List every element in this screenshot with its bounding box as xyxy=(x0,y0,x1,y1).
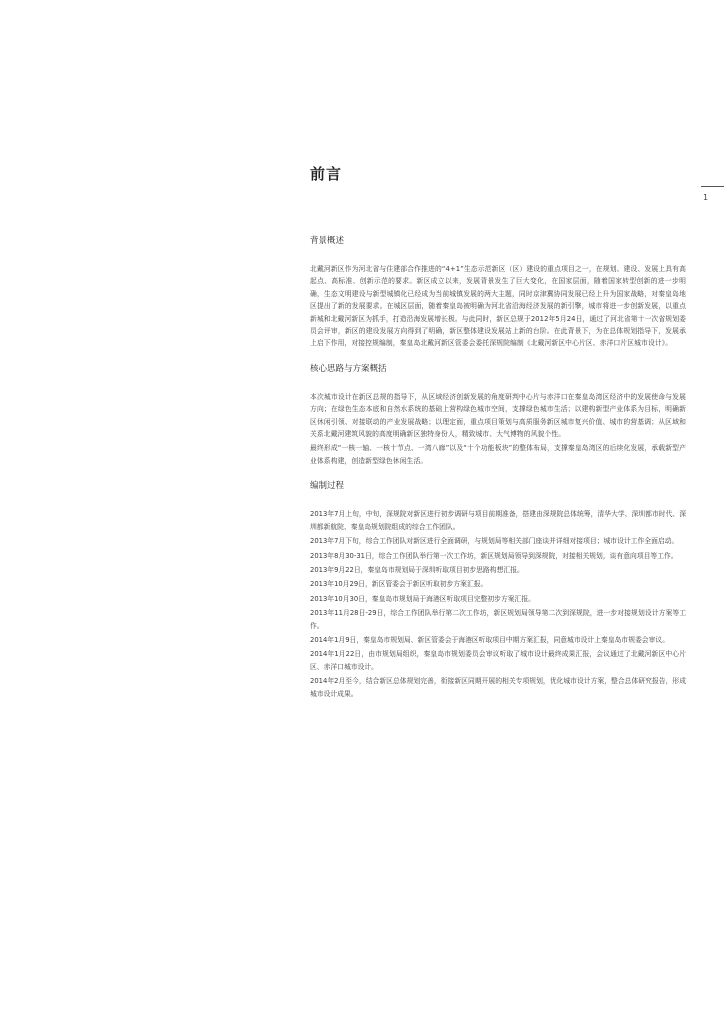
section-core-ideas xyxy=(310,364,686,467)
process-item: 2013年9月22日，秦皇岛市规划局于深圳听取项目初步思路构想汇报。 xyxy=(310,565,524,574)
process-item: 2013年8月30-31日，综合工作团队举行第一次工作坊，新区规划局领导到深规院，对接相关规划，谈有意向项目等工作。 xyxy=(310,551,678,560)
page-number-rule xyxy=(701,186,724,187)
paragraph: 北戴河新区作为河北省与住建部合作推进的“4+1”生态示范新区（区）建设的重点项目之一，在规划、建设、发展上具有高起点、高标准、创新示范的要求。新区成立以来，发展背景发生了巨大变化，在国家层面，随着国家转型创新的进一步明确，生态文明建设与新型城镇化已经成为当前城镇发展的两大主题，同时京津冀协同发展已经上升为国家战略，对秦皇岛地区提出了新的发展要求。在城区层面，随着秦皇岛被明确为河北省沿海经济发展的新引擎，城市将进一步创新发展，以重点新城和北戴河新区为抓手，打造沿海发展增长极。与此同时，新区总规于2012年5月24日，通过了河北省第十一次省规划委员会评审，新区的建设发展方向得到了明确，新区整体建设发展站上新的台阶。在此背景下，为在总体规划指导下，发展承上启下作用，对接控规编制，秦皇岛北戴河新区管委会委托深规院编制《北戴河新区中心片区、赤洋口片区城市设计》。 xyxy=(310,265,686,348)
paragraph: 最终形成“一核一轴、一核十节点、一湾八廊”以及“十个功能板块”的整体布局，支撑秦皇岛湾区的后续化发展，承载新型产业体系构建，创造新型绿色休闲生活。 xyxy=(310,444,686,465)
page-title: 前言 xyxy=(310,165,343,183)
process-item: 2014年1月9日，秦皇岛市规划局、新区管委会于海港区听取项目中期方案汇报，同意城市设计上秦皇岛市规委会审议。 xyxy=(310,635,669,644)
section-process xyxy=(310,481,686,700)
process-item: 2014年1月22日，由市规划局组织，秦皇岛市规划委员会审议听取了城市设计最终成果汇报，会议通过了北戴河新区中心片区、赤洋口城市设计。 xyxy=(310,650,686,671)
section-heading: 编制过程 xyxy=(310,481,345,492)
section-background xyxy=(310,236,686,350)
process-item: 2013年11月28日-29日，综合工作团队举行第二次工作坊，新区规划局领导第二次到深规院，进一步对接规划设计方案等工作。 xyxy=(310,609,686,630)
page-number: 1 xyxy=(703,193,709,202)
paragraph: 本次城市设计在新区总规的指导下，从区域经济创新发展的角度研判中心片与赤洋口在秦皇岛湾区经济中的发展使命与发展方向；在绿色生态本底和自然水系统的基础上营构绿色城市空间，支撑绿色城市生活；以建构新型产业体系为目标，明确新区休闲引领、对接联动的产业发展战略；以理定面，重点项目策划与高质服务新区城市复兴价值、城市的营基调；从区域和关系北戴河建筑风貌的高度明确新区独特身份人，精致城市、大气博物的风貌个性。 xyxy=(310,392,686,439)
process-item: 2013年10月29日，新区管委会于新区听取初步方案汇报。 xyxy=(310,580,488,589)
process-item: 2013年7月上旬，中旬，深规院对新区进行初步调研与项目前期准备，搭建由深规院总体统筹，清华大学、深圳都市时代、深圳都新航院、秦皇岛规划院组成的综合工作团队。 xyxy=(310,510,686,531)
section-heading: 背景概述 xyxy=(310,236,345,246)
process-item: 2013年10月30日，秦皇岛市规划局于海港区听取项目完整初步方案汇报。 xyxy=(310,594,535,603)
section-heading: 核心思路与方案概括 xyxy=(310,363,387,374)
process-item: 2013年7月下旬，综合工作团队对新区进行全面调研，与规划局等相关部门座谈并详细对接项目；城市设计工作全面启动。 xyxy=(310,537,679,546)
document-body xyxy=(310,236,686,702)
process-item: 2014年2月至今，结合新区总体规划完善，衔接新区同期开展的相关专项规划，优化城市设计方案，整合总体研究报告，形成城市设计成果。 xyxy=(310,677,686,698)
